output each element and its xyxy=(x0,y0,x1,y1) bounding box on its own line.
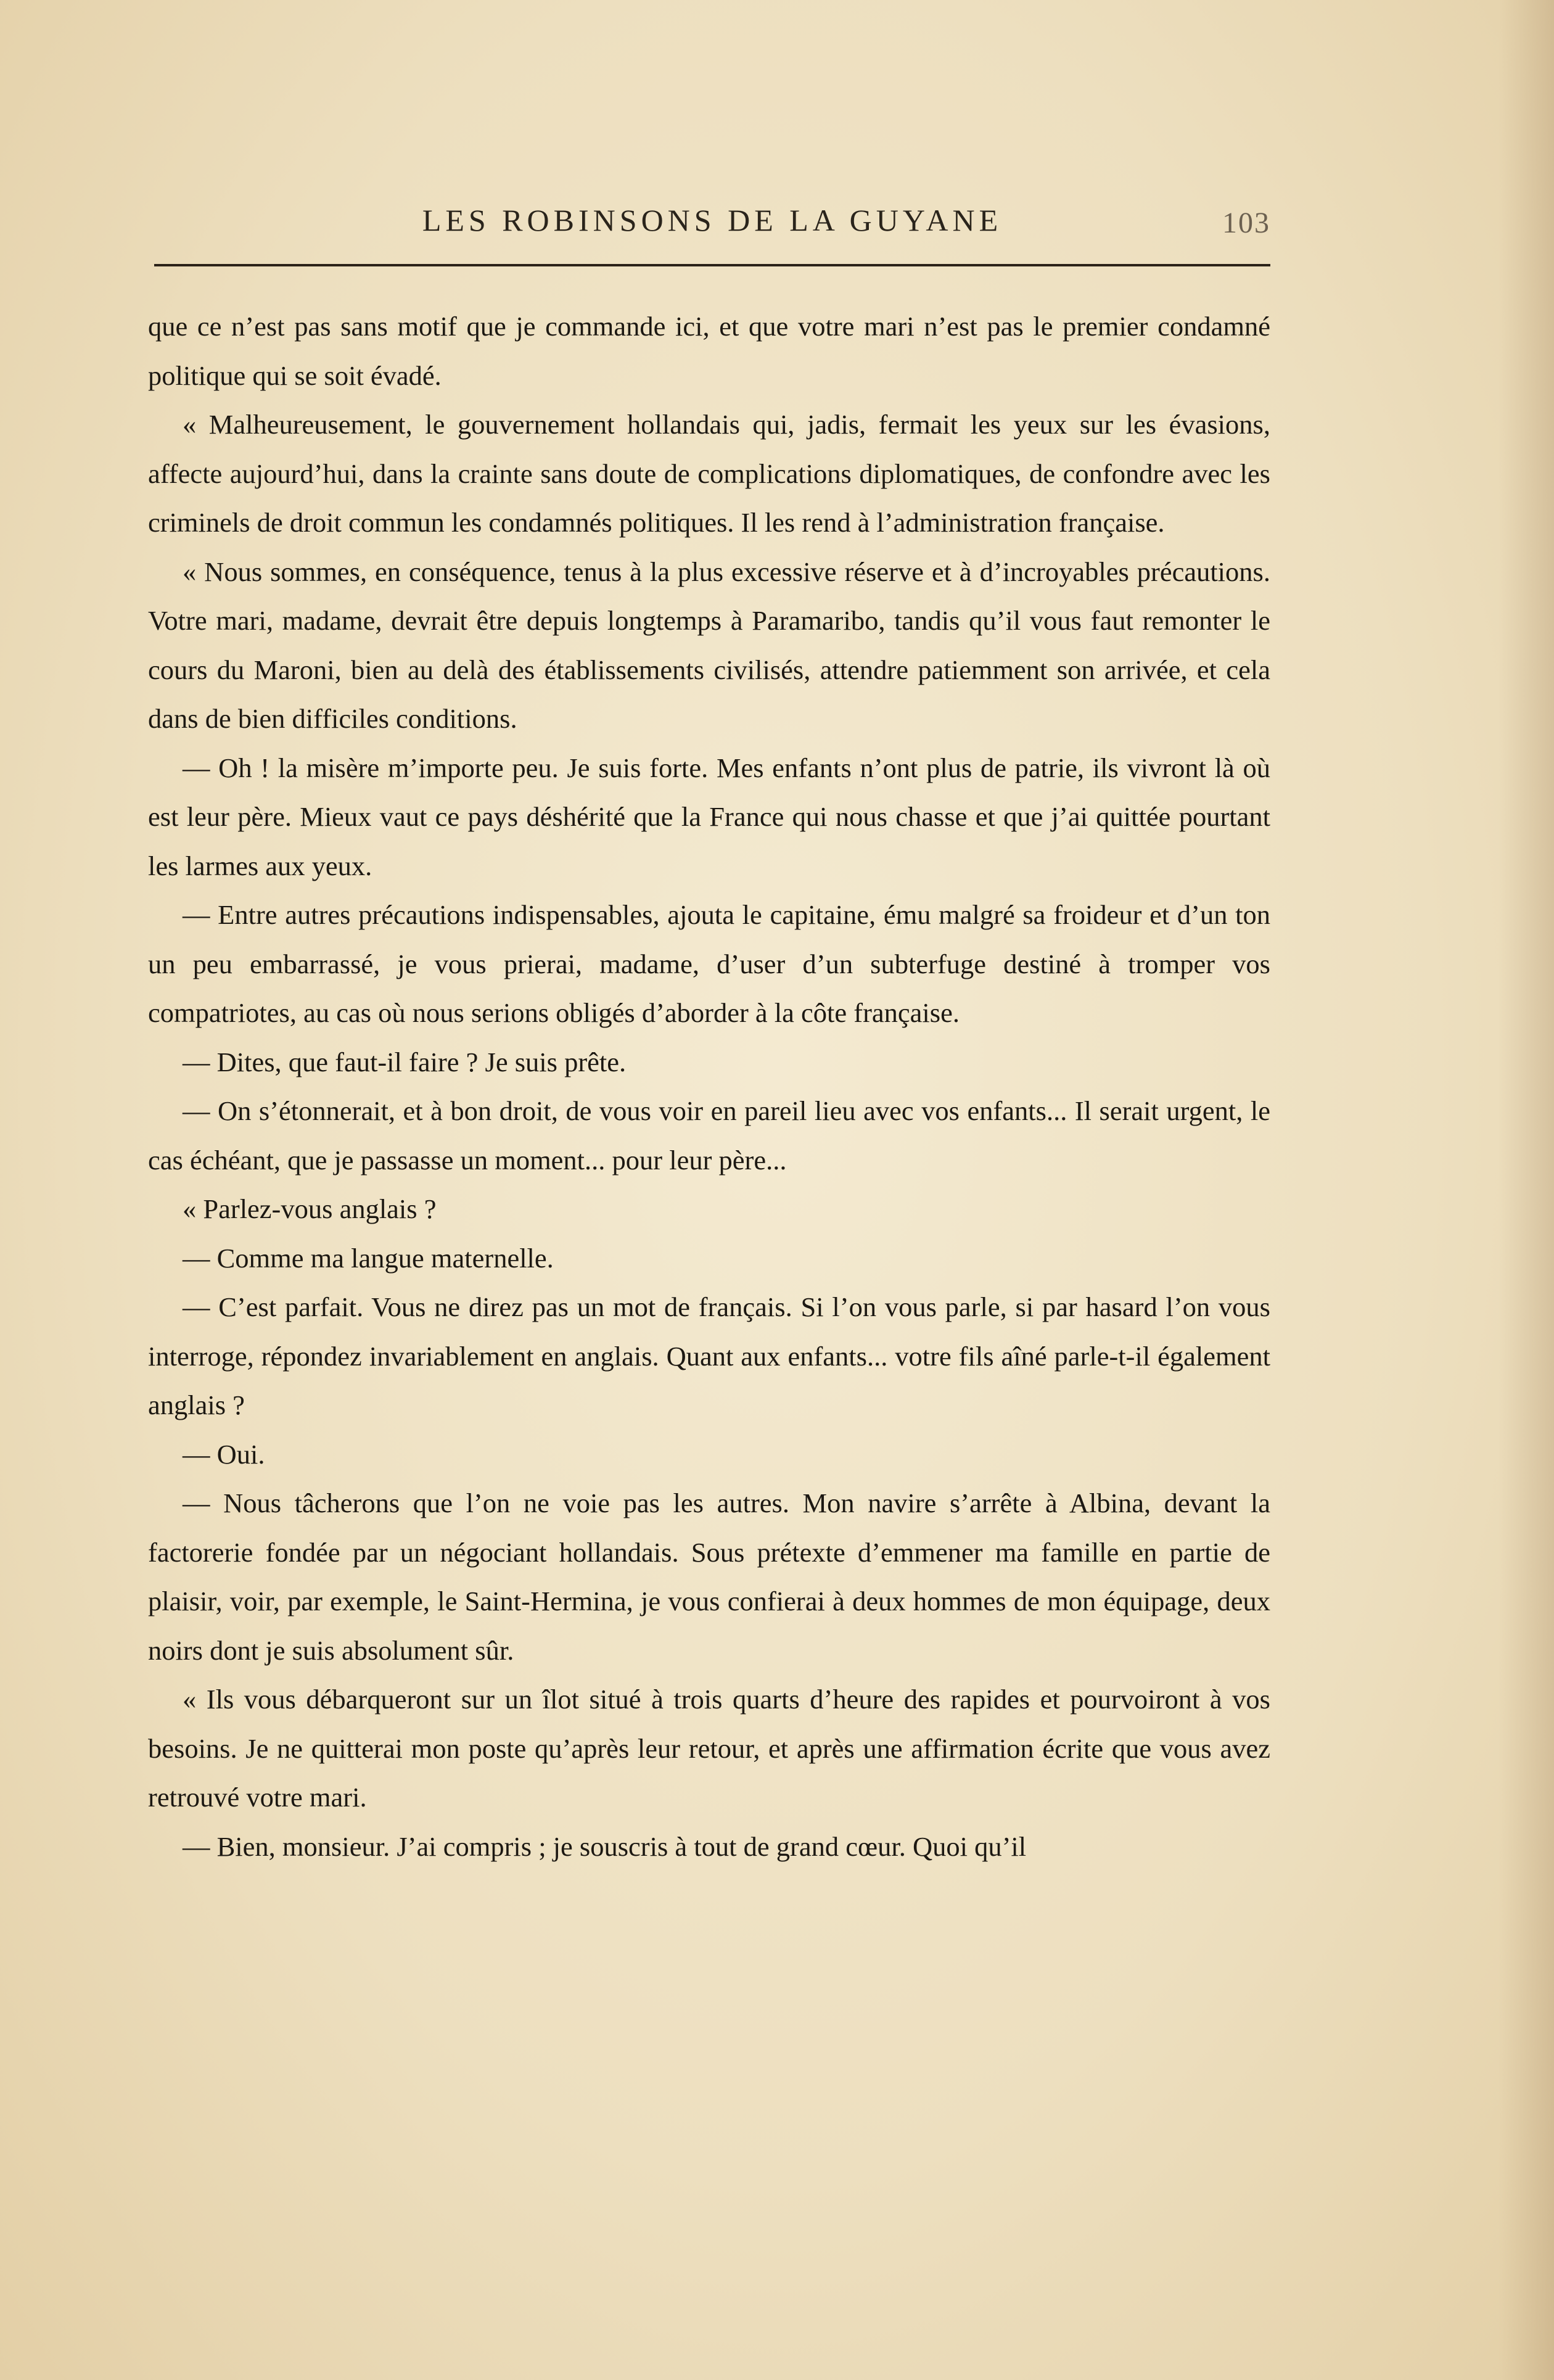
running-title: LES ROBINSONS DE LA GUYANE xyxy=(422,203,1003,237)
paragraph: « Malheureusement, le gouvernement hollandais qui, jadis, fermait les yeux sur les évasions, affecte aujourd’hui, dans la crainte sans doute de complications diplomatiques, de confondre avec les criminels de droit commun les condamnés politiques. Il les rend à l’administration française. xyxy=(148,409,1270,538)
paragraph: — Nous tâcherons que l’on ne voie pas les autres. Mon navire s’arrête à Albina, devant la factorerie fondée par un négociant hollandais. Sous prétexte d’emmener ma famille en partie de plaisir, voir, par exemple, le Saint-Hermina, je vous confierai à deux hommes de mon équipage, deux noirs dont je suis absolument sûr. xyxy=(148,1488,1270,1666)
paragraph: que ce n’est pas sans motif que je commande ici, et que votre mari n’est pas le premier condamné politique qui se soit évadé. xyxy=(148,311,1270,391)
paragraph: « Ils vous débarqueront sur un îlot situé à trois quarts d’heure des rapides et pourvoiront à vos besoins. Je ne quitterai mon poste qu’après leur retour, et après une affirmation écrite que vous avez retrouvé votre mari. xyxy=(148,1684,1270,1813)
paragraph: — Bien, monsieur. J’ai compris ; je souscris à tout de grand cœur. Quoi qu’il xyxy=(183,1830,1027,1862)
paragraph: — Oh ! la misère m’importe peu. Je suis forte. Mes enfants n’ont plus de patrie, ils vivront là où est leur père. Mieux vaut ce pays déshérité que la France qui nous chasse et que j’ai quittée pourtant les larmes aux yeux. xyxy=(148,752,1270,881)
page-number: 103 xyxy=(1222,207,1270,239)
page-edge-shadow xyxy=(1498,0,1554,2380)
paragraph: « Nous sommes, en conséquence, tenus à la plus excessive réserve et à d’incroyables précautions. Votre mari, madame, devrait être depuis longtemps à Paramaribo, tandis qu’il vous faut remonter le cours du Maroni, bien au delà des établissements civilisés, attendre patiemment son arrivée, et cela dans de bien difficiles conditions. xyxy=(148,556,1270,734)
paragraph: — C’est parfait. Vous ne direz pas un mot de français. Si l’on vous parle, si par hasard l’on vous interroge, répondez invariablement en anglais. Quant aux enfants... votre fils aîné parle-t-il également anglais ? xyxy=(148,1291,1270,1420)
paragraph: « Parlez-vous anglais ? xyxy=(183,1193,437,1224)
paragraph: — Oui. xyxy=(183,1438,265,1470)
header-rule xyxy=(154,264,1270,266)
paragraph: — Dites, que faut-il faire ? Je suis prête. xyxy=(183,1046,627,1077)
paragraph: — On s’étonnerait, et à bon droit, de vous voir en pareil lieu avec vos enfants... Il serait urgent, le cas échéant, que je passasse un moment... pour leur père... xyxy=(148,1095,1270,1176)
paragraph: — Entre autres précautions indispensables, ajouta le capitaine, ému malgré sa froideur et d’un ton un peu embarrassé, je vous prierai, madame, d’user d’un subterfuge destiné à tromper vos compatriotes, au cas où nous serions obligés d’aborder à la côte française. xyxy=(148,899,1270,1028)
paragraph: — Comme ma langue maternelle. xyxy=(183,1242,554,1274)
body-text xyxy=(148,302,1270,1871)
page-header xyxy=(154,197,1270,271)
